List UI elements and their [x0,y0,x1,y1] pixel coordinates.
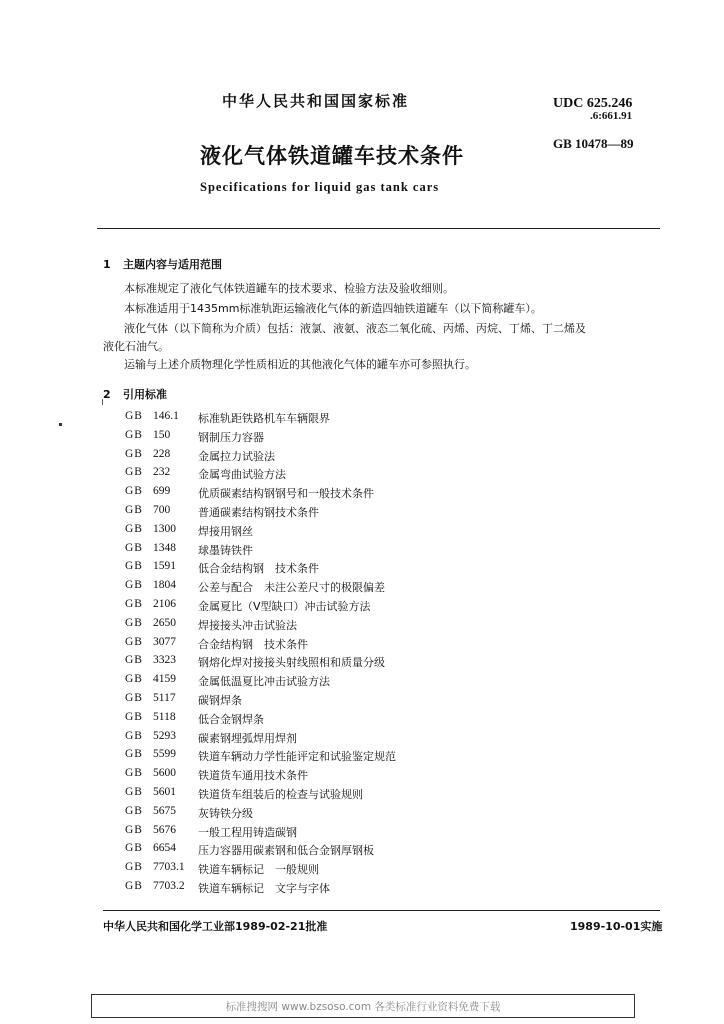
standard-entry [0,861,724,879]
standard-number: 232 [153,466,171,479]
standard-number: 5293 [153,729,176,742]
watermark-box [91,994,635,1018]
standard-code [125,786,176,798]
approval-statement: 中华人民共和国化学工业部1989-02-21批准 [103,920,328,933]
paragraph: 本标准规定了液化气体铁道罐车的技术要求、检验方法及验收细则。 [124,282,454,295]
standard-entry [0,824,724,842]
paragraph: 本标准适用于1435mm标准轨距运输液化气体的新造四轴铁道罐车（以下简称罐车）。 [124,302,542,315]
section-title: 引用标准 [123,388,167,401]
standard-code [125,579,176,591]
standard-name: 金属低温夏比冲击试验方法 [198,675,330,689]
section-1-heading [103,256,222,272]
standard-code [125,654,176,666]
standard-number: 6654 [153,842,176,855]
standard-entry [0,880,724,898]
standard-entry [0,805,724,823]
standard-entry [0,466,724,484]
standard-prefix: GB [125,579,143,592]
standard-prefix: GB [125,861,143,874]
standard-prefix: GB [125,466,143,479]
standard-entry [0,786,724,804]
paragraph: 运输与上述介质物理化学性质相近的其他液化气体的罐车亦可参照执行。 [124,358,476,371]
implementation-date: 1989-10-01实施 [570,920,663,933]
standard-code [125,824,176,836]
standard-entry [0,598,724,616]
standard-code [125,560,176,572]
standard-prefix: GB [125,710,143,723]
standard-name: 钢制压力容器 [198,430,264,444]
national-standard-heading: 中华人民共和国国家标准 [222,92,410,110]
standard-number: 1804 [153,579,176,592]
standard-prefix: GB [125,504,143,516]
standard-code [125,880,185,892]
standard-prefix: GB [125,616,143,629]
standard-prefix: GB [125,654,143,667]
section-title: 主题内容与适用范围 [123,258,222,271]
standard-prefix: GB [125,428,143,441]
standard-name: 低合金结构钢 技术条件 [198,562,319,576]
standard-entry [0,504,724,522]
standard-prefix: GB [125,447,143,460]
standard-code [125,748,176,760]
standard-code [125,711,176,723]
standard-number: 2106 [153,598,176,610]
watermark-text: 标准搜搜网 www.bzsoso.com 各类标准行业资料免费下载 [225,1001,501,1013]
standard-prefix: GB [125,842,143,855]
document-title-english: Specifications for liquid gas tank cars [200,180,440,194]
standard-name: 金属夏比（V型缺口）冲击试验方法 [198,600,371,613]
standard-prefix: GB [125,823,143,836]
standard-number: 1300 [153,522,176,535]
standard-entry [0,410,724,428]
standard-name: 铁道车辆标记 文字与字体 [198,882,330,895]
standard-name: 一般工程用铸造碳钢 [198,825,297,839]
standard-entry [0,842,724,860]
standard-name: 优质碳素结构钢钢号和一般技术条件 [198,487,374,501]
standard-prefix: GB [125,522,143,535]
standard-prefix: GB [125,804,143,817]
standard-code [125,767,176,779]
standard-number: 5599 [153,748,176,761]
standard-name: 铁道车辆动力学性能评定和试验鉴定规范 [198,750,396,764]
paragraph: 液化气体（以下简称为介质）包括：液氯、液氨、液态二氧化硫、丙烯、丙烷、丁烯、丁二烯及 [124,322,586,335]
standard-name: 低合金钢焊条 [198,712,264,726]
standard-code [125,617,176,629]
standard-prefix: GB [125,541,143,554]
standard-name: 公差与配合 未注公差尺寸的极限偏差 [198,581,385,595]
gb-standard-number: GB 10478—89 [553,136,634,151]
standard-number: 146.1 [153,410,179,422]
standard-code [125,466,170,478]
standard-code [125,523,176,535]
standard-entry [0,523,724,541]
header-divider [97,228,660,229]
standard-number: 1591 [153,560,176,573]
standard-name: 焊接用钢丝 [198,524,253,538]
section-number: 1 [103,258,111,271]
standard-number: 2650 [153,616,176,629]
standard-code [125,448,170,460]
standard-prefix: GB [125,673,143,686]
standard-name: 金属弯曲试验方法 [198,468,286,482]
scan-mark [102,399,103,405]
standard-name: 铁道货车通用技术条件 [198,769,308,783]
standard-number: 5675 [153,804,176,817]
standard-entry [0,448,724,466]
standard-entry [0,429,724,447]
standard-entry [0,673,724,691]
udc-code-suffix: .6:661.91 [590,110,633,122]
section-2-heading [103,386,167,402]
standard-prefix: GB [125,635,143,648]
udc-code: UDC 625.246 [553,96,633,111]
standard-number: 1348 [153,541,176,554]
standard-code [125,598,176,610]
standard-number: 3077 [153,635,176,648]
standard-name: 碳素钢埋弧焊用焊剂 [198,731,297,745]
standard-number: 5118 [153,710,176,723]
standard-entry [0,748,724,766]
standard-number: 700 [153,504,171,516]
standard-name: 球墨铸铁件 [198,543,253,557]
standard-name: 铁道车辆标记 一般规则 [198,863,319,877]
standard-code [125,410,179,422]
standard-name: 金属拉力试验法 [198,449,275,463]
standard-code [125,805,176,817]
standard-entry [0,767,724,785]
standard-prefix: GB [125,767,143,780]
document-title: 液化气体铁道罐车技术条件 [200,144,464,168]
standard-number: 5600 [153,767,176,780]
standard-entry [0,542,724,560]
standard-entry [0,485,724,503]
standard-number: 7703.1 [153,861,185,874]
standard-name: 钢熔化焊对接接头射线照相和质量分级 [198,656,385,670]
standard-prefix: GB [125,560,143,573]
standard-name: 铁道货车组装后的检查与试验规则 [198,788,363,801]
standard-name: 合金结构钢 技术条件 [198,637,308,651]
standard-number: 5601 [153,786,176,798]
standard-name: 标准轨距铁路机车车辆限界 [198,412,330,425]
standard-prefix: GB [125,410,143,422]
standard-number: 5676 [153,823,176,836]
standard-number: 699 [153,485,171,498]
paragraph-continuation: 液化石油气。 [103,340,169,353]
standard-entry [0,617,724,635]
standard-entry [0,692,724,710]
standard-code [125,673,176,685]
standard-name: 碳钢焊条 [198,694,242,707]
standard-code [125,504,170,516]
standard-entry [0,579,724,597]
standard-code [125,429,170,441]
standard-name: 压力容器用碳素钢和低合金钢厚钢板 [198,844,374,858]
standard-number: 3323 [153,654,176,667]
standard-prefix: GB [125,692,143,704]
standard-number: 150 [153,428,171,441]
standard-prefix: GB [125,880,143,892]
standard-entry [0,654,724,672]
standard-name: 灰铸铁分级 [198,806,253,820]
standard-code [125,861,185,873]
standard-prefix: GB [125,598,143,610]
standard-code [125,730,176,742]
standard-prefix: GB [125,786,143,798]
standard-number: 5117 [153,692,176,704]
standard-code [125,842,176,854]
standard-prefix: GB [125,748,143,761]
standard-code [125,485,170,497]
standard-number: 7703.2 [153,880,185,892]
standard-prefix: GB [125,729,143,742]
standard-entry [0,711,724,729]
standard-entry [0,730,724,748]
footer-divider [103,910,660,911]
standard-entry [0,560,724,578]
section-number: 2 [103,388,111,401]
standard-entry [0,636,724,654]
standard-code [125,542,176,554]
standard-number: 228 [153,447,171,460]
standard-code [125,636,176,648]
standard-code [125,692,176,704]
standard-number: 4159 [153,673,176,686]
standard-name: 焊接接头冲击试验法 [198,618,297,632]
standard-prefix: GB [125,485,143,498]
standard-name: 普通碳素结构钢技术条件 [198,506,319,519]
